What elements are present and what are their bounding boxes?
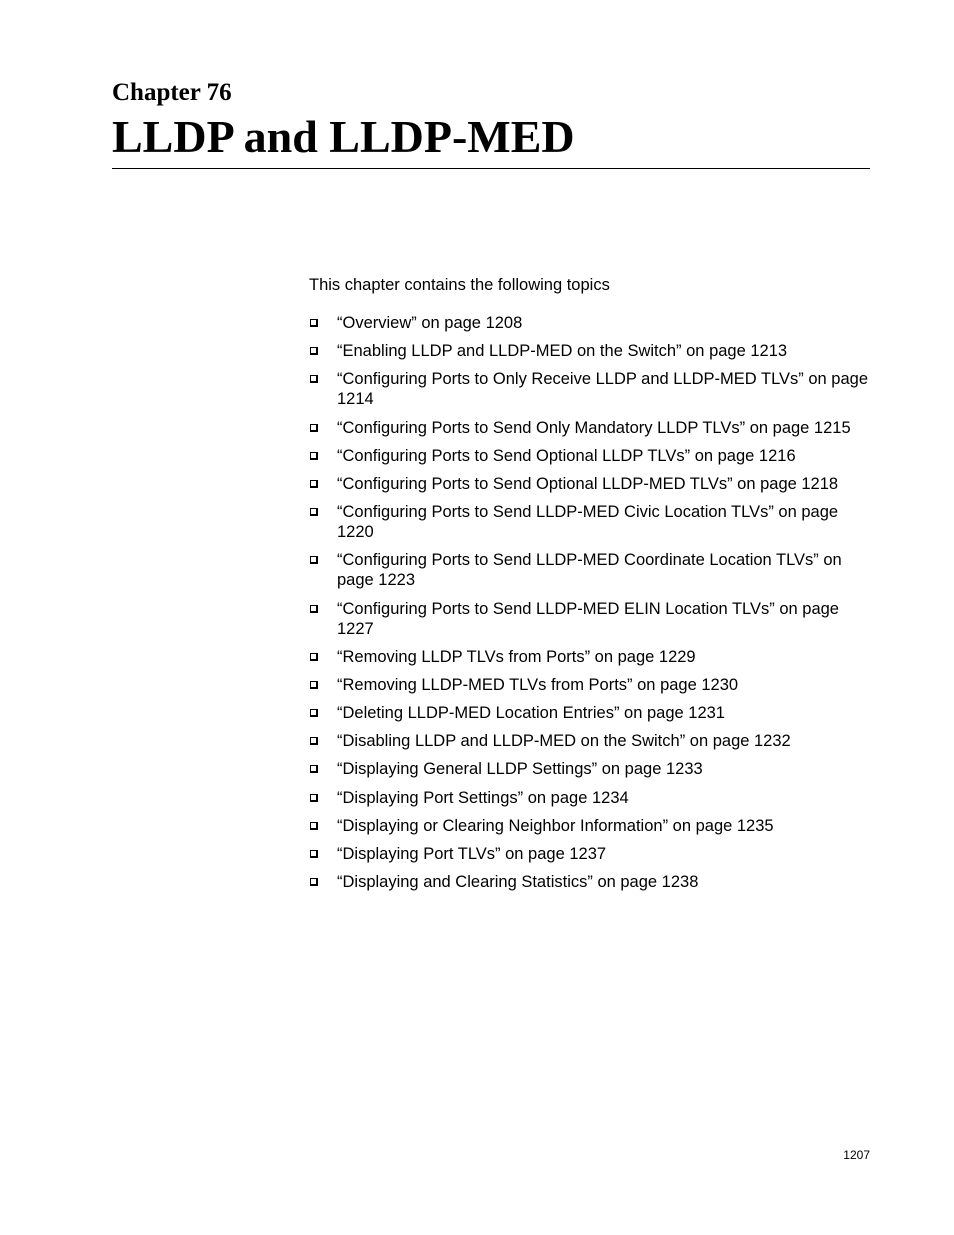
- topic-link[interactable]: “Enabling LLDP and LLDP-MED on the Switch” on page 1213: [337, 342, 788, 361]
- chapter-title: LLDP and LLDP-MED: [112, 111, 575, 162]
- topic-item[interactable]: [309, 788, 879, 808]
- checkbox-bullet-icon: [310, 480, 318, 488]
- topic-item[interactable]: [309, 446, 879, 466]
- topic-link[interactable]: “Configuring Ports to Send Optional LLDP TLVs” on page 1216: [337, 446, 796, 465]
- checkbox-bullet-icon: [310, 605, 318, 613]
- topic-link[interactable]: “Removing LLDP-MED TLVs from Ports” on page 1230: [337, 675, 739, 694]
- checkbox-bullet-icon: [310, 794, 318, 802]
- topic-item[interactable]: [309, 759, 879, 779]
- topic-item[interactable]: [309, 647, 879, 667]
- intro-text: This chapter contains the following topics: [309, 276, 610, 294]
- checkbox-bullet-icon: [310, 319, 318, 327]
- checkbox-bullet-icon: [310, 878, 318, 886]
- topic-link[interactable]: “Deleting LLDP-MED Location Entries” on page 1231: [337, 704, 725, 723]
- topic-link[interactable]: “Displaying and Clearing Statistics” on page 1238: [337, 873, 699, 892]
- checkbox-bullet-icon: [310, 452, 318, 460]
- topic-item[interactable]: [309, 550, 879, 590]
- topic-item[interactable]: [309, 599, 879, 639]
- topic-item[interactable]: [309, 731, 879, 751]
- topic-link[interactable]: “Configuring Ports to Send LLDP-MED Civic Location TLVs” on page 1220: [337, 503, 839, 542]
- checkbox-bullet-icon: [310, 653, 318, 661]
- topic-item[interactable]: [309, 872, 879, 892]
- topic-item[interactable]: [309, 816, 879, 836]
- checkbox-bullet-icon: [310, 765, 318, 773]
- topic-link[interactable]: “Displaying Port Settings” on page 1234: [337, 788, 629, 807]
- topic-item[interactable]: [309, 313, 879, 333]
- topic-link[interactable]: “Configuring Ports to Send Only Mandatory LLDP TLVs” on page 1215: [337, 418, 851, 437]
- chapter-label: Chapter 76: [112, 79, 232, 106]
- checkbox-bullet-icon: [310, 850, 318, 858]
- topic-item[interactable]: [309, 341, 879, 361]
- page-number: 1207: [843, 1148, 870, 1162]
- checkbox-bullet-icon: [310, 737, 318, 745]
- topic-item[interactable]: [309, 369, 879, 409]
- checkbox-bullet-icon: [310, 822, 318, 830]
- topic-item[interactable]: [309, 675, 879, 695]
- topic-link[interactable]: “Displaying Port TLVs” on page 1237: [337, 845, 607, 863]
- topic-link[interactable]: “Displaying General LLDP Settings” on page 1233: [337, 760, 703, 779]
- topic-item[interactable]: [309, 703, 879, 723]
- checkbox-bullet-icon: [310, 681, 318, 689]
- title-divider: [112, 168, 870, 169]
- topic-item[interactable]: [309, 844, 879, 864]
- topic-link[interactable]: “Disabling LLDP and LLDP-MED on the Switch” on page 1232: [337, 732, 791, 751]
- checkbox-bullet-icon: [310, 508, 318, 516]
- topic-item[interactable]: [309, 502, 879, 542]
- topic-link[interactable]: “Configuring Ports to Only Receive LLDP and LLDP-MED TLVs” on page 1214: [337, 370, 869, 409]
- checkbox-bullet-icon: [310, 709, 318, 717]
- checkbox-bullet-icon: [310, 424, 318, 432]
- topic-link[interactable]: “Configuring Ports to Send LLDP-MED ELIN Location TLVs” on page 1227: [337, 599, 839, 638]
- topic-list: [309, 313, 879, 900]
- topic-link[interactable]: “Configuring Ports to Send LLDP-MED Coordinate Location TLVs” on page 1223: [337, 551, 842, 590]
- topic-link[interactable]: “Removing LLDP TLVs from Ports” on page 1229: [337, 647, 696, 666]
- topic-item[interactable]: [309, 418, 879, 438]
- topic-link[interactable]: “Overview” on page 1208: [337, 314, 523, 332]
- topic-link[interactable]: “Configuring Ports to Send Optional LLDP-MED TLVs” on page 1218: [337, 474, 839, 493]
- checkbox-bullet-icon: [310, 375, 318, 383]
- checkbox-bullet-icon: [310, 347, 318, 355]
- topic-item[interactable]: [309, 474, 879, 494]
- checkbox-bullet-icon: [310, 556, 318, 564]
- topic-link[interactable]: “Displaying or Clearing Neighbor Information” on page 1235: [337, 816, 774, 835]
